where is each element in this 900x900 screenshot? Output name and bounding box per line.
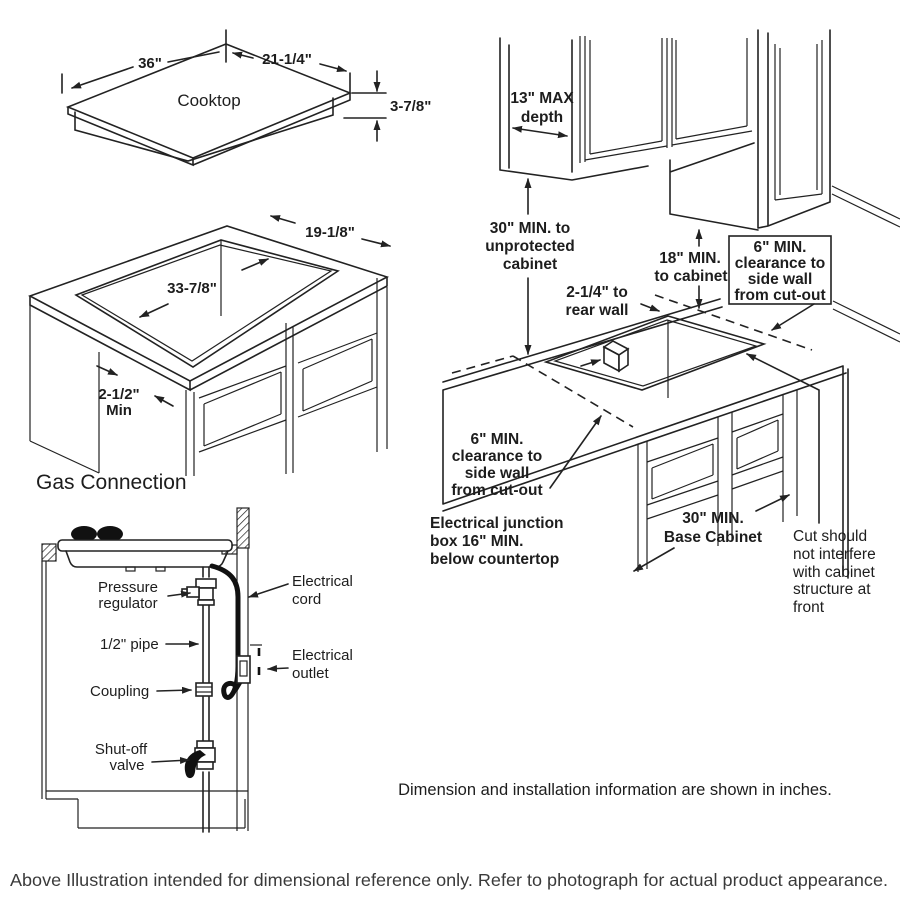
coupling-fitting <box>196 683 212 696</box>
base-cabinet-label: 30" MIN. <box>682 510 744 527</box>
max-depth-label2: depth <box>520 109 564 126</box>
pressure-regulator-label: Pressure <box>97 579 159 596</box>
cut-note-label4: structure at <box>793 581 871 598</box>
junction-box-label2: box 16" MIN. <box>430 533 524 550</box>
electrical-cord-label2: cord <box>292 591 322 608</box>
side-clearance-boxed-label2: clearance to <box>734 255 826 272</box>
pressure-regulator-fitting <box>182 579 216 605</box>
cooktop-height-label: 3-7/8" <box>390 98 432 115</box>
side-clearance-label4: from cut-out <box>451 482 543 499</box>
cutout-width-label: 33-7/8" <box>167 280 217 297</box>
min-cabinet-label: 18" MIN. <box>659 250 721 267</box>
units-note: Dimension and installation information are shown in inches. <box>398 781 832 799</box>
side-clearance-label: 6" MIN. <box>470 431 524 448</box>
left-counter-hatch <box>42 544 56 561</box>
wall-cabinets <box>500 30 900 342</box>
cut-note-label: Cut should <box>793 528 868 545</box>
pipe-label: 1/2" pipe <box>100 636 159 653</box>
min-unprotected-label2: unprotected <box>485 238 575 255</box>
cut-note-label3: with cabinet <box>793 564 875 581</box>
side-clearance-boxed-label: 6" MIN. <box>753 239 807 256</box>
cooktop-surface-label: Cooktop <box>177 91 241 110</box>
coupling-label: Coupling <box>90 683 150 700</box>
electrical-outlet-label2: outlet <box>292 665 329 682</box>
footer-disclaimer: Above Illustration intended for dimensional reference only. Refer to photograph for actual product appearance. <box>10 870 888 890</box>
cooktop-dimension-diagram <box>62 30 431 165</box>
side-clearance-label2: clearance to <box>451 448 543 465</box>
cutout-front-min-label2: Min <box>106 402 132 419</box>
max-depth-label: 13" MAX <box>510 90 574 107</box>
junction-box-label3: below countertop <box>430 551 560 568</box>
junction-box-label: Electrical junction <box>430 515 564 532</box>
pressure-regulator-label2: regulator <box>98 595 158 612</box>
rear-wall-label: 2-1/4" to <box>566 284 628 301</box>
side-clearance-callout-box <box>729 236 831 330</box>
cutout-front-min-label: 2-1/2" <box>98 386 140 403</box>
gas-connection-diagram <box>36 471 353 832</box>
cut-note-label2: not interfere <box>793 546 876 563</box>
min-cabinet-label2: to cabinet <box>654 268 728 285</box>
junction-box-icon <box>604 341 628 371</box>
rear-wall-label2: rear wall <box>565 302 629 319</box>
cutout-depth-label: 19-1/8" <box>305 224 355 241</box>
electrical-outlet-label: Electrical <box>292 647 353 664</box>
gas-connection-title: Gas Connection <box>36 471 187 494</box>
cooktop-depth-label: 21-1/4" <box>262 51 312 68</box>
cutout-dimension-diagram <box>30 216 390 476</box>
side-clearance-boxed-label3: side wall <box>747 271 813 288</box>
electrical-outlet-fitting <box>237 645 262 683</box>
cut-note-label5: front <box>793 599 825 616</box>
min-unprotected-label3: cabinet <box>502 256 558 273</box>
shut-off-valve-label: Shut-off <box>94 741 148 758</box>
base-cabinet-label2: Base Cabinet <box>663 529 763 546</box>
min-unprotected-label: 30" MIN. to <box>489 220 571 237</box>
electrical-cord-label: Electrical <box>292 573 353 590</box>
side-clearance-boxed-label4: from cut-out <box>734 287 826 304</box>
right-wall-hatch <box>237 508 249 548</box>
cooktop-width-label: 36" <box>138 55 162 72</box>
side-clearance-label3: side wall <box>464 465 530 482</box>
shut-off-valve-label2: valve <box>109 757 145 774</box>
installation-clearance-diagram <box>430 30 900 616</box>
